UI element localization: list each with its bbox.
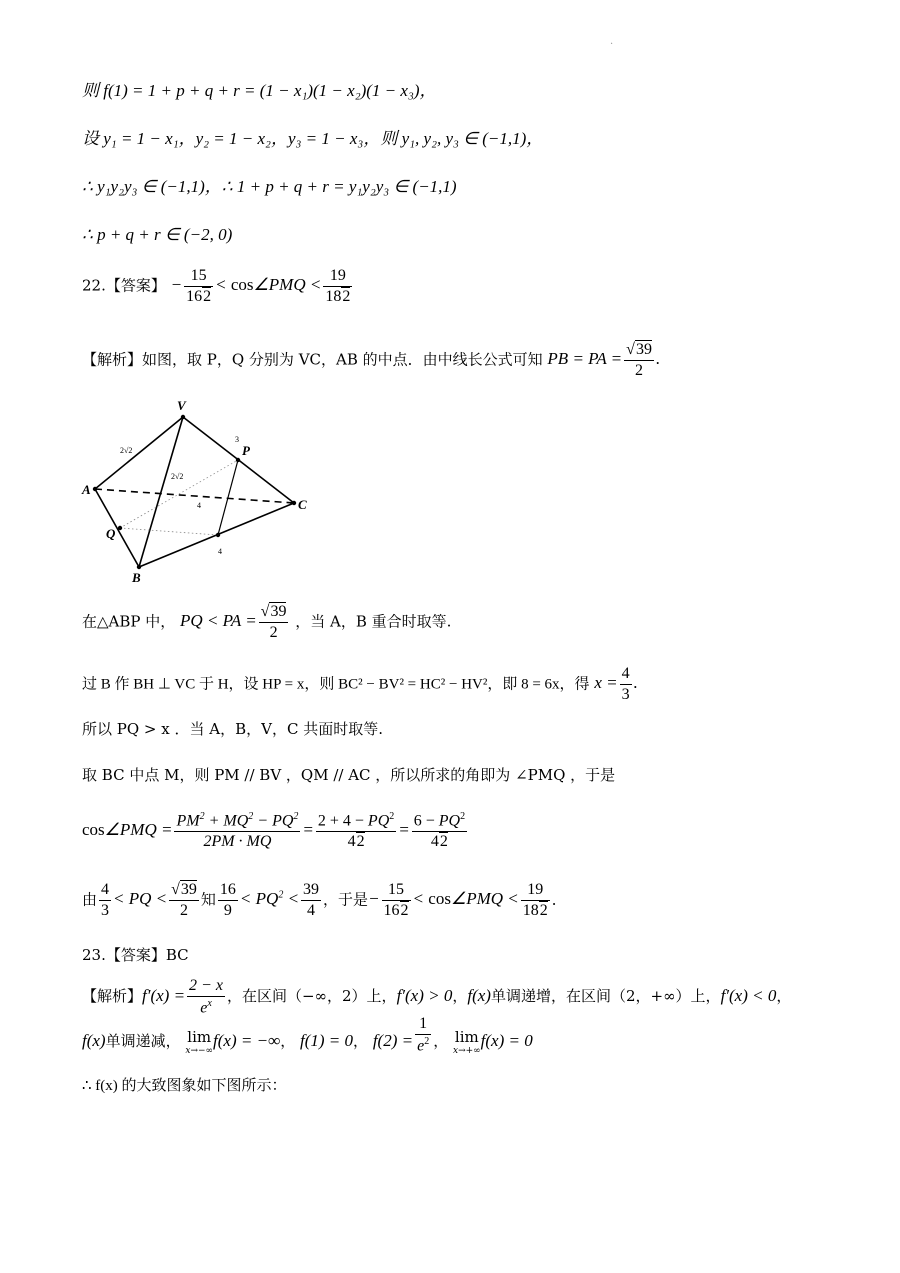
frac: $\frac{√39}{2}$	[626, 341, 652, 379]
q23-fx-2: f(x)	[82, 1031, 106, 1051]
label-C: C	[298, 497, 307, 512]
tetrahedron-figure	[80, 395, 320, 595]
header-dot: .	[610, 36, 614, 47]
q22-answer-prefix: 22.【答案】	[82, 276, 166, 295]
frac: $\frac{1}{e^2}$	[417, 1015, 430, 1055]
point-C	[292, 501, 296, 505]
q22-bc-line	[82, 768, 615, 783]
q23-sep3: ，	[433, 1032, 449, 1051]
line-pqr-range	[82, 226, 232, 243]
segment-QP	[120, 460, 238, 528]
q23-analysis-line3	[82, 1078, 287, 1094]
frac: $\frac{√39}{2}$	[260, 603, 287, 641]
q23-lim1-label: x→−∞	[185, 1046, 214, 1056]
q22-final-expr1: $\frac{4}{3}$ < PQ < $\frac{√39}{2}$	[101, 881, 197, 919]
q22-bh-line	[82, 666, 638, 703]
q23-answer	[82, 948, 189, 963]
line-pqr-range-text: ∴ p + q + r ∈ (−2, 0)	[82, 225, 233, 244]
q23-derivative-expr: f′(x) = $\frac{2 - x}{e^x}$	[142, 977, 223, 1017]
q22-bc-text: 取 BC 中点 M，则 PM // BV ，QM // AC ，所以所求的角即为 ∠PMQ ，于是	[82, 766, 616, 784]
line-f1	[82, 82, 437, 99]
q22-analysis-line1	[82, 342, 660, 379]
point-Q	[118, 526, 122, 530]
point-M	[216, 533, 220, 537]
q22-final-line	[82, 882, 567, 919]
label-Q: Q	[106, 526, 116, 541]
q22-bh-expr: x = $\frac{4}{3}$ .	[594, 665, 638, 703]
q22-triangle-expr: PQ < PA = $\frac{√39}{2}$	[180, 603, 287, 641]
q23-fx-1: f(x)	[467, 986, 491, 1006]
frac: $\frac{19}{182}$	[325, 267, 351, 305]
label-P: P	[242, 443, 250, 458]
frac: $\frac{39}{4}$	[303, 881, 320, 919]
line-y-product-text: ∴ y₁y₂y₃ ∈ (−1,1)，∴ 1 + p + q + r = y₁y₂y₃ ∈ (−1,1)	[82, 177, 457, 196]
q23-analysis-line2	[82, 1015, 533, 1056]
edge-AC	[95, 489, 294, 503]
q22-pq-line	[82, 722, 383, 737]
label-B: B	[132, 570, 141, 585]
q22-final-expr3: − $\frac{15}{162}$ < cos∠PMQ < $\frac{19}{182}$	[368, 881, 548, 919]
q23-sep2: ，	[353, 1032, 369, 1051]
q23-sep1: ，	[280, 1032, 296, 1051]
frac: $\frac{16}{9}$	[219, 881, 236, 919]
edge-label-AC: 4	[197, 501, 201, 510]
frac: $\frac{15}{162}$	[383, 881, 409, 919]
q23-lim2-val: f(x) = 0	[480, 1031, 533, 1051]
q23-lim1: lim x→−∞	[185, 1028, 214, 1056]
q23-fprime-pos: f′(x) > 0	[396, 986, 453, 1006]
frac: $\frac{4}{3}$	[621, 665, 630, 703]
q22-final-d: ．	[551, 890, 567, 909]
q22-answer-expr: − $\frac{15}{162}$ < cos∠PMQ < $\frac{19}{182}$	[170, 267, 351, 305]
q23-jx-a: 【解析】	[82, 987, 143, 1006]
label-V: V	[177, 398, 186, 413]
q22-triangle-text-b: ，当 A，B 重合时取等.	[295, 612, 452, 631]
line-y-def	[82, 130, 543, 147]
point-V	[181, 415, 185, 419]
q23-line2-a: 单调递减，	[105, 1032, 181, 1051]
edge-label-VA: 2√2	[120, 446, 133, 455]
point-A	[93, 487, 97, 491]
edge-label-VB: 2√2	[171, 472, 184, 481]
q23-lim1-val: f(x) = −∞	[213, 1031, 281, 1051]
frac: $\frac{√39}{2}$	[171, 881, 197, 919]
point-B	[137, 565, 141, 569]
frac: $\frac{PM^2 + MQ^2 - PQ^2}{2PM \cdot MQ}$	[176, 811, 299, 851]
q22-final-expr2: $\frac{16}{9}$ < $PQ^2$ < $\frac{39}{4}$	[219, 881, 320, 919]
frac: $\frac{15}{162}$	[186, 267, 212, 305]
q22-final-b: 知	[200, 890, 216, 909]
q23-fprime-neg: f′(x) < 0	[720, 986, 777, 1006]
q23-jx-b: ，在区间（−∞，2）上，	[226, 987, 397, 1006]
point-P	[236, 458, 240, 462]
label-A: A	[82, 482, 91, 497]
segment-QM	[120, 528, 218, 535]
edge-VA	[95, 417, 183, 489]
q23-analysis-line1	[82, 978, 791, 1016]
q22-analysis-text: 【解析】如图，取 P，Q 分别为 VC，AB 的中点．由中线长公式可知	[82, 350, 543, 369]
q22-final-c: ，于是	[323, 890, 369, 909]
frac: $\frac{2 - x}{e^x}$	[189, 977, 223, 1017]
q22-final-a: 由	[82, 890, 98, 909]
q22-answer	[82, 268, 354, 305]
q23-lim2-label: x→+∞	[453, 1046, 481, 1056]
q23-answer-text: 23.【答案】BC	[82, 946, 189, 964]
q23-jx-d: 单调递增，在区间（2，+∞）上，	[490, 987, 721, 1006]
line-y-product	[82, 178, 457, 195]
line-y-def-text: 设 y₁ = 1 − x₁，y₂ = 1 − x₂，y₃ = 1 − x₃，则 y₁, y₂, y₃ ∈ (−1,1)，	[82, 129, 544, 148]
frac: $\frac{19}{182}$	[522, 881, 548, 919]
frac: $\frac{4}{3}$	[101, 881, 110, 919]
q22-median-expr: PB = PA = $\frac{√39}{2}$ .	[547, 341, 661, 379]
q22-pq-text: 所以 PQ > x ．当 A，B，V，C 共面时取等.	[82, 720, 383, 738]
edge-label-BC: 4	[218, 547, 222, 556]
q22-triangle-text-a: 在△ABP 中，	[82, 612, 176, 631]
line-f1-text: 则 f(1) = 1 + p + q + r = (1 − x₁)(1 − x₂)(1 − x₃)，	[82, 81, 437, 100]
q22-cos-formula	[82, 812, 469, 850]
q22-cos-formula-expr: cos∠PMQ = $\frac{PM^2 + MQ^2 - PQ^2}{2PM \cdot MQ}$ = $\frac{2 + 4 - PQ^2}{42}$ = $\frac{6 - PQ^2}{42}$	[82, 811, 466, 851]
q23-line3-text: ∴ f(x) 的大致图象如下图所示：	[82, 1078, 287, 1094]
q23-f2: f(2) =	[372, 1031, 414, 1051]
edge-label-VC: 3	[235, 435, 239, 444]
q23-jx-e: ，	[776, 987, 792, 1006]
frac: $\frac{2 + 4 - PQ^2}{42}$	[317, 811, 395, 851]
q22-triangle-line	[82, 604, 451, 641]
q23-jx-c: ，	[452, 987, 468, 1006]
edge-AB	[95, 489, 139, 567]
frac: $\frac{6 - PQ^2}{42}$	[413, 811, 466, 851]
q23-f1: f(1) = 0	[300, 1031, 354, 1051]
q22-bh-text: 过 B 作 BH ⊥ VC 于 H，设 HP = x，则 BC² − BV² = HC² − HV²，即 8 = 6x，得	[82, 676, 590, 693]
q23-lim2: lim x→+∞	[453, 1028, 481, 1056]
